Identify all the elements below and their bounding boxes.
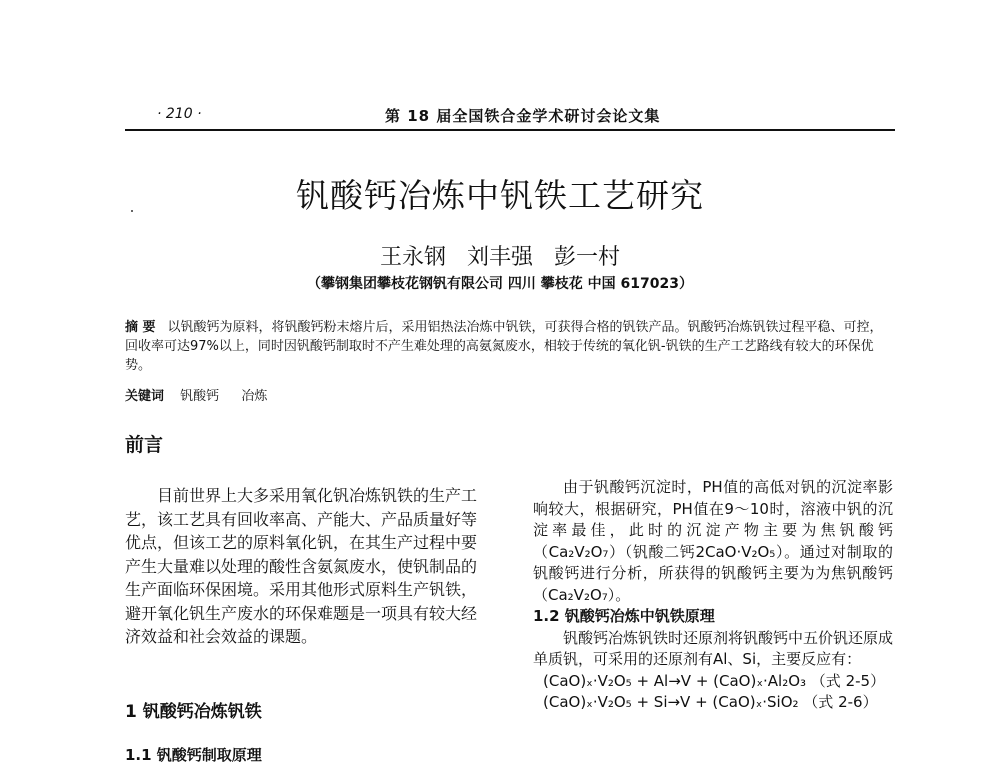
body-paragraph: 由于钒酸钙沉淀时，PH值的高低对钒的沉淀率影响较大，根据研究，PH值在9～10时，溶液中钒的沉淀率最佳，此时的沉淀产物主要为焦钒酸钙（Ca₂V₂O₇）（钒酸二钙2CaO·V₂O₅）。通过对制取的钒酸钙进行分析，所获得的钒酸钙主要为为焦钒酸钙（Ca₂V₂O₇）。 — [533, 478, 893, 604]
right-column — [533, 477, 893, 714]
page-number: · 210 · — [157, 106, 202, 122]
paper-title: 钒酸钙冶炼中钒铁工艺研究 — [296, 176, 704, 215]
section-heading-preface: 前言 — [125, 434, 164, 456]
running-header: 第 18 届全国铁合金学术研讨会论文集 — [385, 107, 661, 125]
author-list: 王永钢 刘丰强 彭一村 — [380, 245, 620, 270]
body-paragraph: 钒酸钙冶炼钒铁时还原剂将钒酸钙中五价钒还原成单质钒，可采用的还原剂有Al、Si，主要反应有： — [533, 628, 894, 668]
section-heading-1: 1 钒酸钙冶炼钒铁 — [125, 702, 262, 722]
section-heading-1-1: 1.1 钒酸钙制取原理 — [125, 746, 262, 764]
equation-2-5: (CaO)ₓ·V₂O₅ + Al→V + (CaO)ₓ·Al₂O₃ （式 2-5） — [543, 671, 886, 690]
left-column — [125, 484, 477, 649]
equation-2-6: (CaO)ₓ·V₂O₅ + Si→V + (CaO)ₓ·SiO₂ （式 2-6） — [543, 693, 878, 711]
keywords-label: 关键词 — [125, 389, 165, 404]
abstract-label: 摘 要 — [125, 320, 156, 335]
affiliation: （攀钢集团攀枝花钢钒有限公司 四川 攀枝花 中国 617023） — [307, 276, 693, 292]
header-rule — [125, 129, 895, 131]
keyword: 冶炼 — [241, 389, 268, 404]
abstract — [125, 318, 895, 375]
keyword: 钒酸钙 — [180, 389, 220, 404]
abstract-text: 以钒酸钙为原料，将钒酸钙粉末熔片后，采用铝热法冶炼中钒铁，可获得合格的钒铁产品。钒酸钙冶炼钒铁过程平稳、可控，回收率可达97%以上，同时因钒酸钙制取时不产生难处理的高氨氮废水，相较于传统的氧化钒-钒铁的生产工艺路线有较大的环保优势。 — [125, 320, 883, 373]
section-heading-1-2: 1.2 钒酸钙冶炼中钒铁原理 — [533, 607, 715, 625]
body-paragraph: 目前世界上大多采用氧化钒冶炼钒铁的生产工艺，该工艺具有回收率高、产能大、产品质量好等优点，但该工艺的原料氧化钒，在其生产过程中要产生大量难以处理的酸性含氨氮废水，使钒制品的生产面临环保困境。采用其他形式原料生产钒铁，避开氧化钒生产废水的环保难题是一项具有较大经济效益和社会效益的课题。 — [125, 486, 478, 646]
keywords — [125, 385, 285, 404]
